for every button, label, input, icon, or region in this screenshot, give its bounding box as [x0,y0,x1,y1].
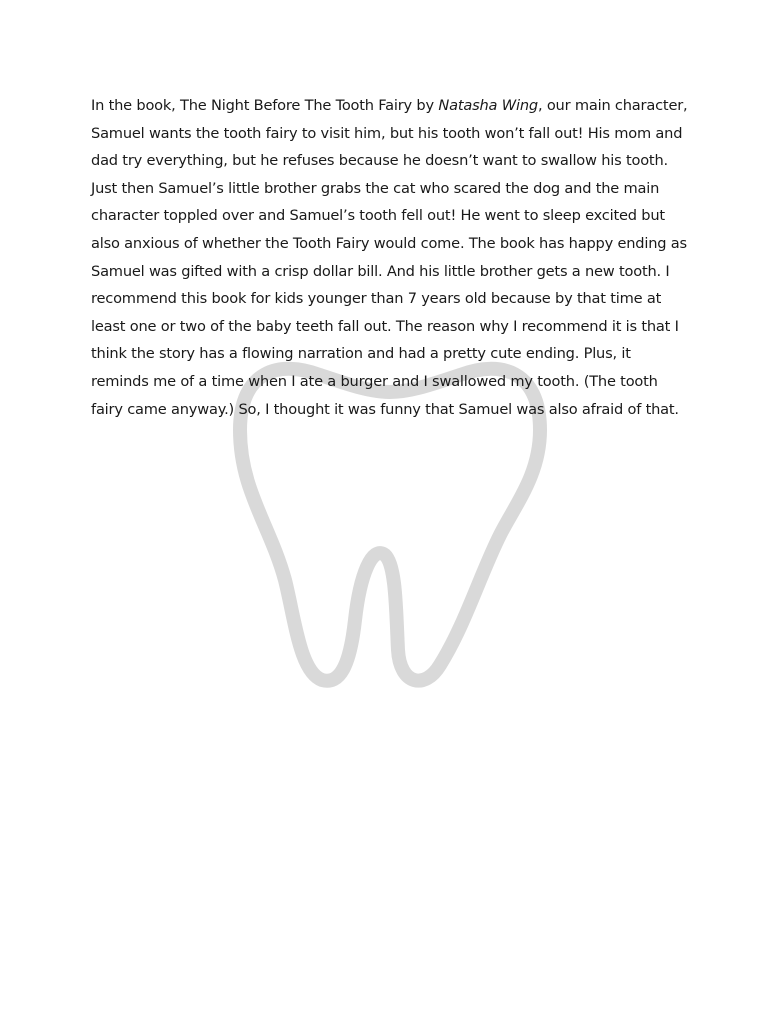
paragraph-intro: In the book, The Night Before The Tooth Fairy by [91,97,439,114]
author-name: Natasha Wing [438,97,538,114]
review-paragraph [91,92,691,423]
paragraph-body: , our main character, Samuel wants the tooth fairy to visit him, but his tooth won’t fall out! His mom and dad try everything, but he refuses because he doesn’t want to swallow his tooth. Just then Samuel’s little brother grabs the cat who scared the dog and the main character toppled over and Samuel’s tooth fell out! He went to sleep excited but also anxious of whether the Tooth Fairy would come. The book has happy ending as Samuel was gifted with a crisp dollar bill. And his little brother gets a new tooth. I recommend this book for kids younger than 7 years old because by that time at least one or two of the baby teeth fall out. The reason why I recommend it is that I think the story has a flowing narration and had a pretty cute ending. Plus, it reminds me of a time when I ate a burger and I swallowed my tooth. (The tooth fairy came anyway.) So, I thought it was funny that Samuel was also afraid of that. [91,97,688,418]
